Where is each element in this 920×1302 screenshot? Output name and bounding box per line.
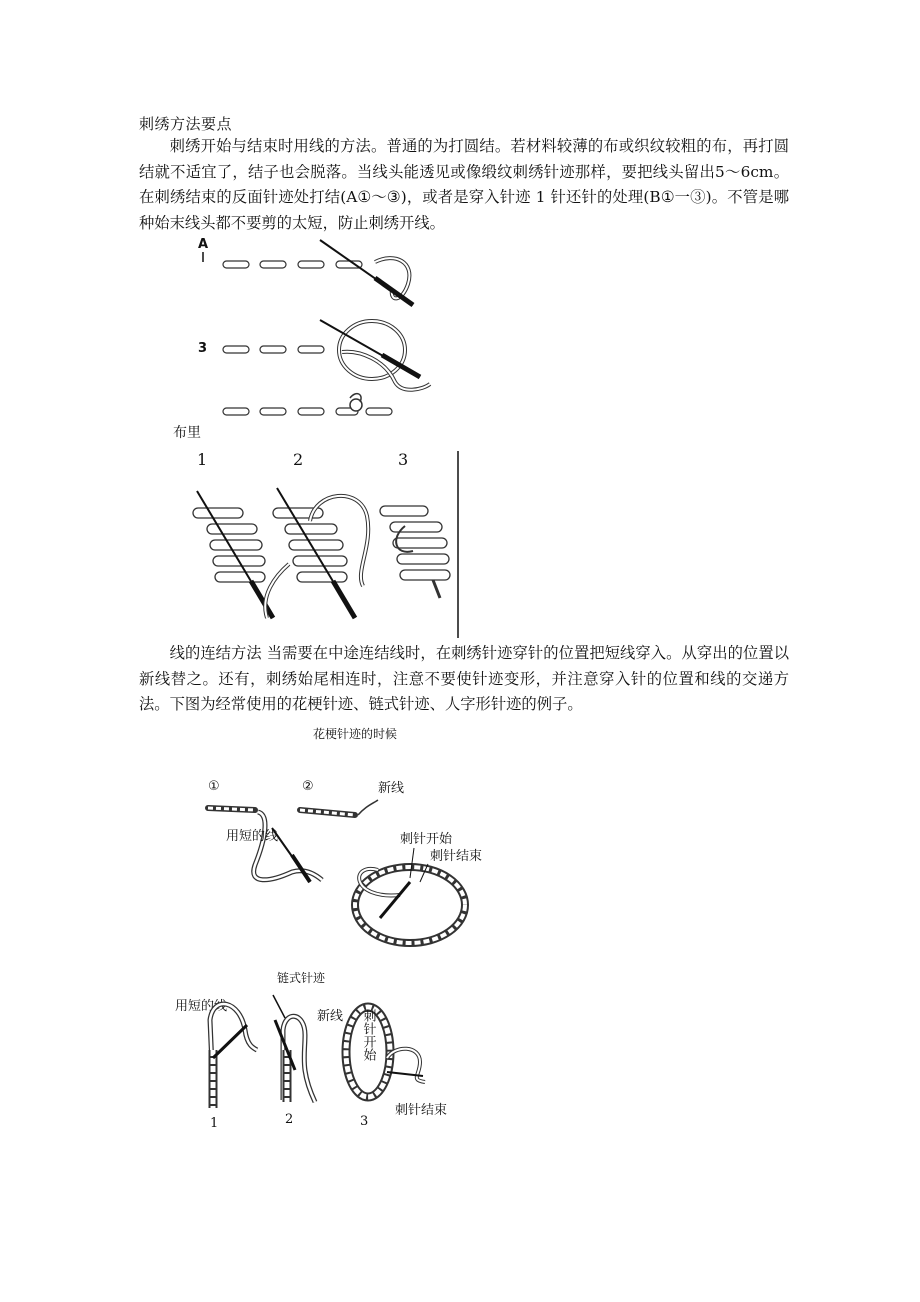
figure-a-step-2: 3: [198, 341, 208, 356]
document-title: 刺绣方法要点: [139, 115, 233, 133]
chain-end-label: 刺针结束: [395, 1103, 448, 1118]
figure-a-label: A: [198, 237, 209, 252]
figure-a-knot-steps: [170, 232, 450, 447]
stem-short-thread-label: 用短的线: [226, 829, 279, 844]
chain-step-1: 1: [210, 1116, 219, 1131]
figure-chain-stitch: [165, 990, 465, 1135]
figure-b-back-stitch-steps: [185, 446, 465, 641]
paragraph-thread-start-end: 刺绣开始与结束时用线的方法。普通的为打圆结。若材料较薄的布或织纹较粗的布，再打圆结就不适宜了，结子也会脱落。当线头能透见或像缎纹刺绣针迹那样，要把线头留出5～6cm。在刺绣结束的反面针迹处打结(A①～③)，或者是穿入针迹 1 针还针的处理(B①一③)。不管是哪种始末线头都不要剪的太短，防止刺绣开线。: [139, 137, 789, 232]
stem-end-label: 刺针结束: [430, 849, 483, 864]
stem-stitch-title: 花梗针迹的时候: [313, 727, 398, 741]
chain-step-2: 2: [285, 1112, 294, 1127]
stem-step-2: ②: [302, 779, 314, 794]
figure-stem-stitch: [200, 770, 483, 965]
paragraph-thread-joining: 线的连结方法 当需要在中途连结线时，在刺绣针迹穿针的位置把短线穿入。从穿出的位置以新线替之。还有，刺绣始尾相连时，注意不要使针迹变形，并注意穿入针的位置和线的交递方法。下图为经常使用的花梗针迹、链式针迹、人字形针迹的例子。: [139, 644, 789, 713]
figure-b-step-2: 2: [293, 450, 304, 469]
chain-new-thread-label: 新线: [317, 1009, 344, 1024]
stem-new-thread-label: 新线: [378, 781, 405, 796]
chain-start-label: 刺针开始: [360, 1009, 376, 1061]
figure-b-step-3: 3: [398, 450, 409, 469]
stem-start-label: 刺针开始: [400, 832, 453, 847]
chain-short-thread-label: 用短的线: [175, 999, 228, 1014]
figure-a-caption: 布里: [173, 425, 201, 441]
chain-step-3: 3: [360, 1114, 369, 1129]
figure-b-step-1: 1: [197, 450, 208, 469]
chain-stitch-title: 链式针迹: [277, 971, 326, 985]
stem-step-1: ①: [208, 779, 220, 794]
